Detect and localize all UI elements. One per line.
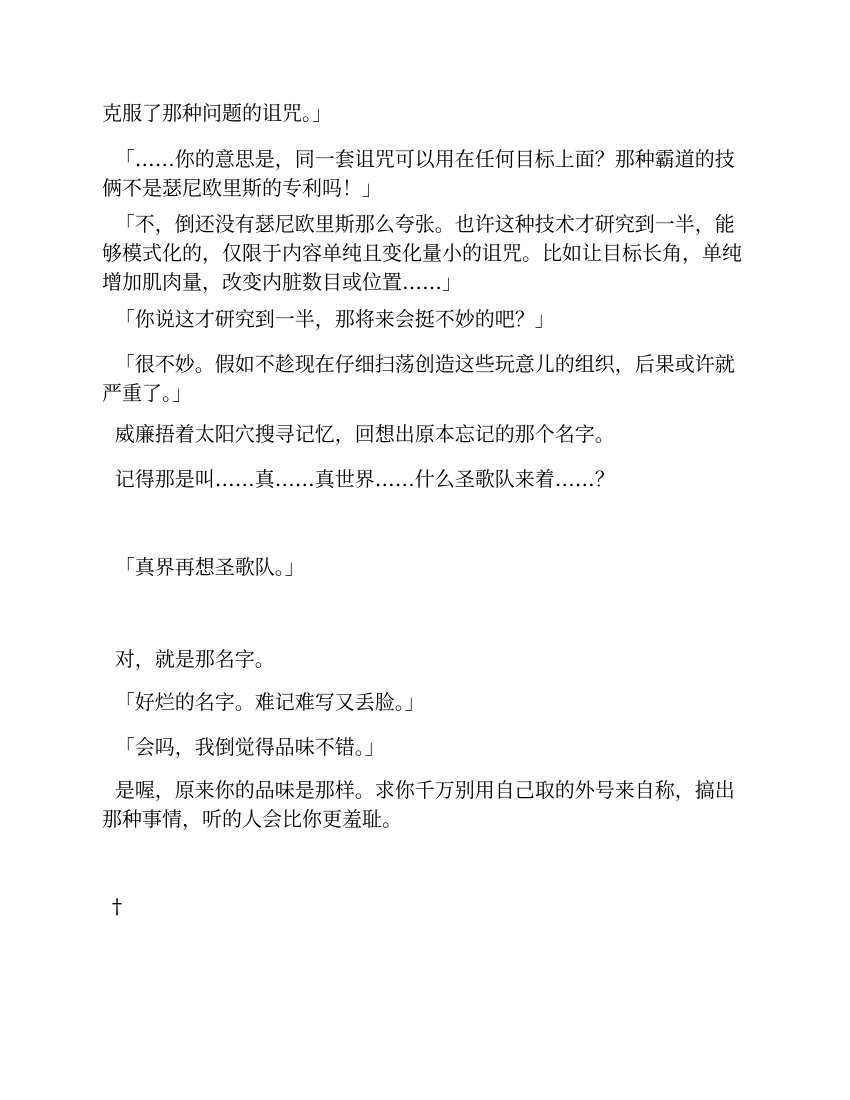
- paragraph: 「会吗，我倒觉得品味不错。」: [102, 735, 385, 759]
- paragraph: 威廉捂着太阳穴搜寻记忆，回想出原本忘记的那个名字。: [102, 422, 615, 446]
- paragraph: 对，就是那名字。: [102, 647, 275, 671]
- paragraph: 记得那是叫……真……真世界……什么圣歌队来着……？: [102, 467, 615, 491]
- section-separator: †: [112, 894, 122, 918]
- paragraph: 「真界再想圣歌队。」: [102, 555, 305, 579]
- paragraph: 是喔，原来你的品味是那样。求你千万别用自己取的外号来自称，搞出那种事情，听的人会比你更羞耻。: [102, 778, 735, 831]
- paragraph: 「……你的意思是，同一套诅咒可以用在任何目标上面？那种霸道的技俩不是瑟尼欧里斯的专利吗！」: [102, 147, 735, 200]
- paragraph: 「不，倒还没有瑟尼欧里斯那么夸张。也许这种技术才研究到一半，能够模式化的，仅限于内容单纯且变化量小的诅咒。比如让目标长角，单纯增加肌肉量，改变内脏数目或位置……」: [102, 212, 742, 294]
- paragraph: 「好烂的名字。难记难写又丢脸。」: [102, 690, 425, 714]
- paragraph: 「你说这才研究到一半，那将来会挺不妙的吧？」: [102, 307, 555, 331]
- paragraph: 克服了那种问题的诅咒。」: [102, 101, 332, 125]
- paragraph: 「很不妙。假如不趁现在仔细扫荡创造这些玩意儿的组织，后果或许就严重了。」: [102, 352, 735, 405]
